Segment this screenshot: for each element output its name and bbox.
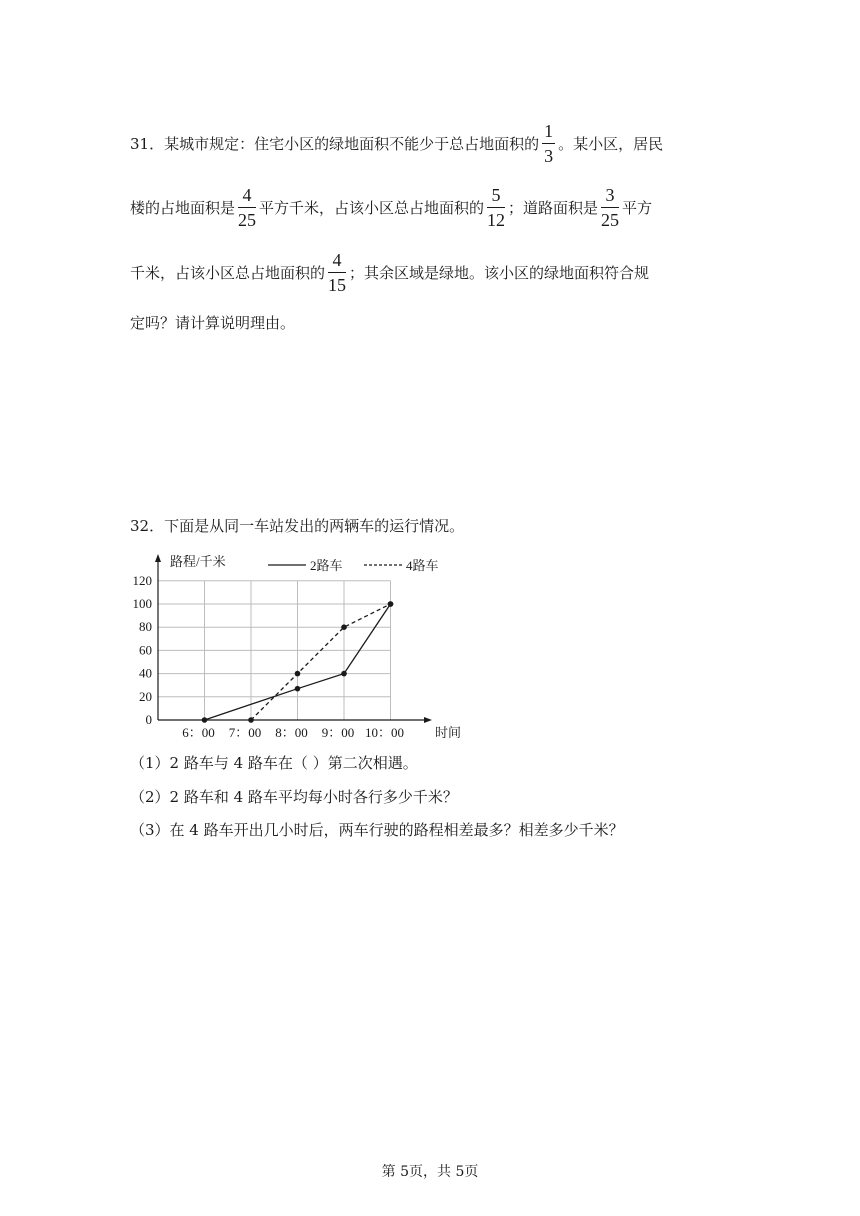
q31-text-1a: 31．某城市规定：住宅小区的绿地面积不能少于总占地面积的	[130, 135, 540, 153]
y-tick-label: 80	[139, 619, 152, 635]
q31-line-4: 定吗？请计算说明理由。	[130, 314, 296, 332]
fraction-numerator: 4	[328, 251, 346, 273]
page-footer: 第 5页，共 5页	[381, 1164, 479, 1180]
q31-line-3	[130, 251, 649, 294]
x-axis-title: 时间	[435, 725, 462, 740]
x-tick-label: 6：00	[182, 725, 215, 740]
q31-text-2c: ；道路面积是	[508, 199, 599, 217]
chart-ticks	[133, 554, 462, 740]
q32-sub2: （2）2 路车和 4 路车平均每小时各行多少千米？	[130, 788, 458, 806]
q31-text-1b: 。某小区，居民	[558, 135, 664, 153]
y-tick-label: 0	[145, 712, 152, 727]
q31-text-2a: 楼的占地面积是	[130, 199, 236, 217]
y-tick-label: 100	[132, 596, 152, 611]
x-axis-arrow	[424, 717, 432, 723]
series-point	[341, 624, 347, 630]
y-tick-label: 20	[139, 688, 152, 704]
fraction-1-3	[542, 122, 555, 165]
fraction-denominator: 25	[601, 210, 620, 230]
fraction-numerator: 5	[487, 186, 505, 208]
x-tick-label: 9：00	[321, 725, 355, 740]
q31-line-2	[130, 186, 652, 229]
fraction-denominator: 25	[238, 210, 257, 230]
q31-text-2d: 平方	[622, 199, 653, 217]
y-axis-arrow	[155, 554, 161, 562]
legend-label-1: 2路车	[310, 558, 343, 573]
series-point	[388, 601, 394, 607]
fraction-denominator: 15	[328, 275, 347, 295]
q32-intro: 32．下面是从同一车站发出的两辆车的运行情况。	[130, 517, 465, 535]
x-tick-label: 8：00	[275, 725, 308, 740]
legend-label-2: 4路车	[406, 558, 439, 573]
series-point	[202, 717, 208, 723]
series-point	[295, 671, 301, 677]
route-distance-chart	[128, 548, 468, 746]
fraction-denominator: 12	[487, 210, 506, 230]
q31-text-2b: 平方千米，占该小区总占地面积的	[259, 199, 485, 217]
y-axis-title: 路程/千米	[170, 554, 226, 569]
q31-text-3b: ；其余区域是绿地。该小区的绿地面积符合规	[349, 264, 650, 282]
series-point	[295, 686, 301, 692]
fraction-numerator: 4	[238, 186, 256, 208]
chart-legend	[268, 558, 439, 573]
series-point	[341, 671, 347, 677]
fraction-4-15	[328, 251, 346, 294]
fraction-4-25	[238, 186, 256, 229]
x-tick-label: 10：00	[364, 725, 405, 740]
q31-text-3a: 千米，占该小区总占地面积的	[130, 264, 326, 282]
fraction-denominator: 3	[544, 146, 554, 166]
q32-sub3: （3）在 4 路车开出几小时后，两车行驶的路程相差最多？相差多少千米？	[130, 821, 624, 839]
fraction-numerator: 1	[542, 122, 555, 144]
fraction-5-12	[487, 186, 505, 229]
fraction-numerator: 3	[601, 186, 619, 208]
fraction-3-25	[601, 186, 619, 229]
x-tick-label: 7：00	[228, 725, 262, 740]
q32-sub1: （1）2 路车与 4 路车在（ ）第二次相遇。	[130, 754, 418, 772]
y-tick-label: 40	[139, 665, 152, 681]
series-line-2	[251, 604, 391, 720]
chart-grid	[158, 581, 391, 720]
y-tick-label: 60	[139, 642, 152, 658]
y-tick-label: 120	[132, 572, 152, 588]
q31-line-1	[130, 122, 663, 165]
series-point	[248, 717, 254, 723]
